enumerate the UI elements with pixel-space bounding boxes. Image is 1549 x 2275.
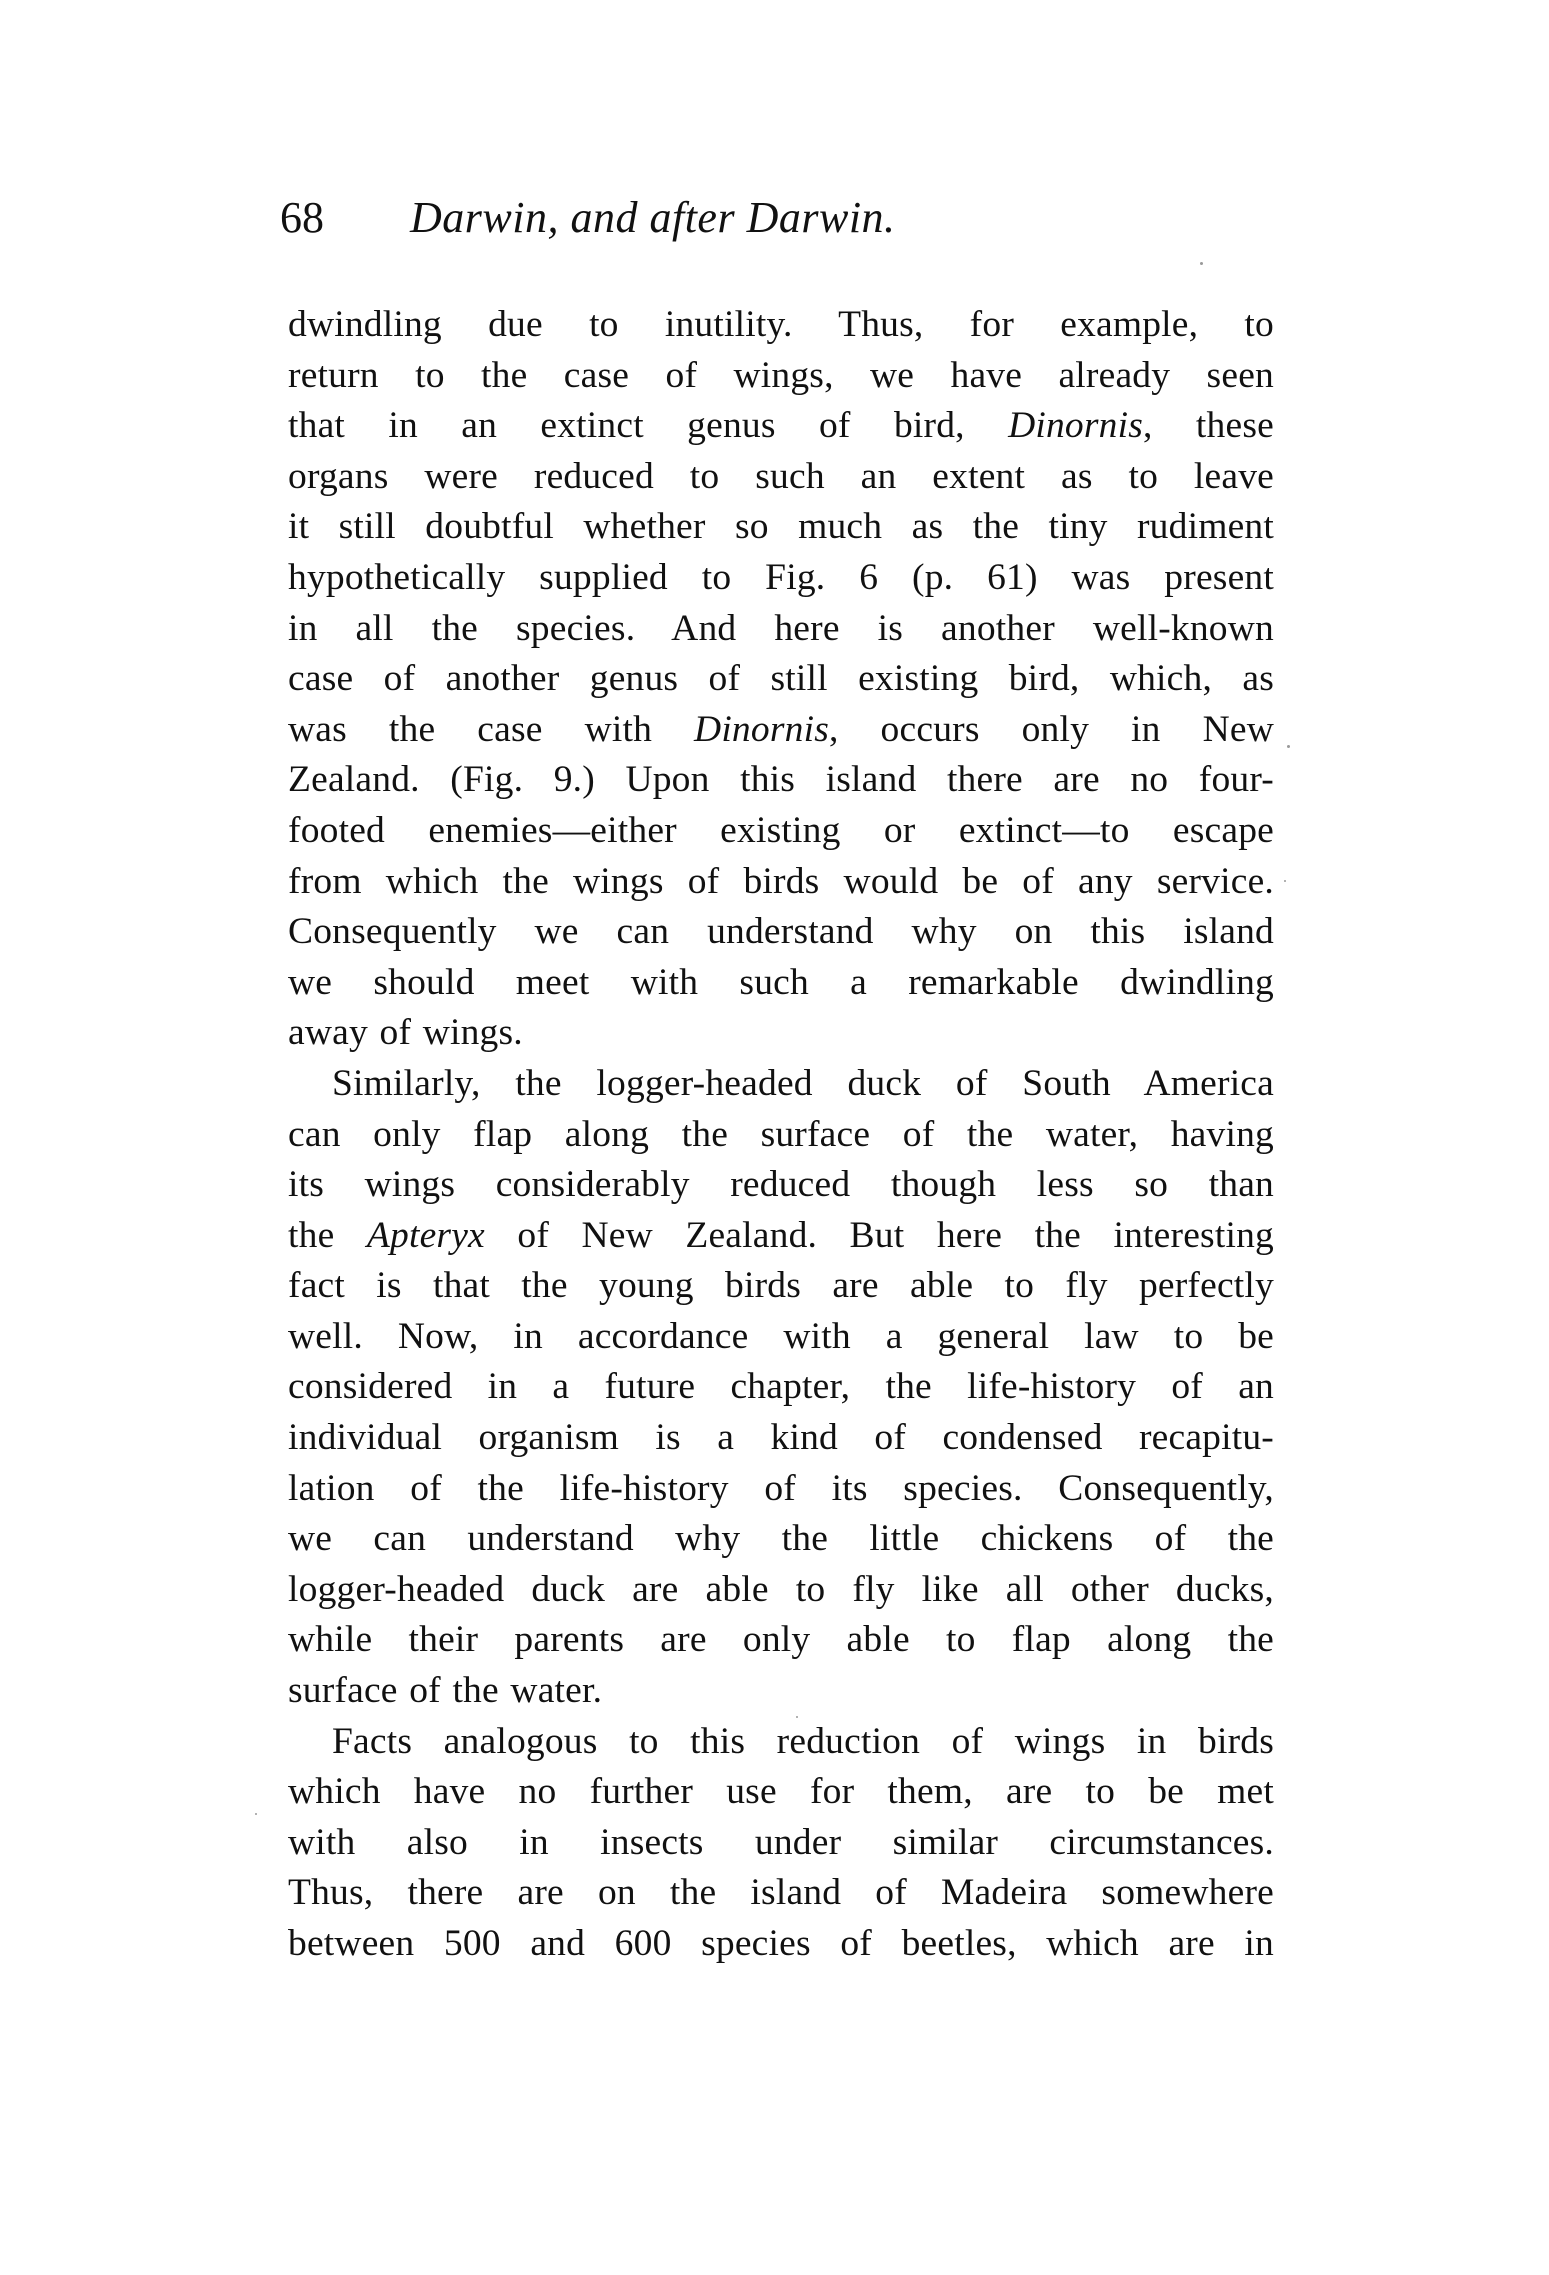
body-text [288,300,1274,1970]
text-line [288,1110,1274,1161]
text-segment: which have no further use for them, are to be met [288,1771,1274,1813]
text-line [288,1160,1274,1211]
text-line [288,1717,1274,1768]
text-line [288,705,1274,756]
paragraph [288,1059,1274,1717]
text-line [288,806,1274,857]
scan-speck [1200,262,1203,265]
text-line [288,1211,1274,1262]
text-line [288,1261,1274,1312]
paragraph [288,1717,1274,1970]
text-line [288,1565,1274,1616]
text-line [288,502,1274,553]
text-segment: , these [1143,405,1274,447]
scan-speck [1287,745,1290,748]
scan-speck [255,1813,257,1815]
text-segment: footed enemies—either existing or extinct—to escape [288,809,1274,851]
scan-speck [1284,880,1286,882]
text-segment: dwindling due to inutility. Thus, for example, to [288,304,1274,345]
text-segment: in all the species. And here is another well-known [288,607,1274,649]
text-line [288,755,1274,806]
text-line [288,604,1274,655]
text-segment: the [288,1214,367,1256]
text-segment: from which the wings of birds would be of any service. [288,860,1274,902]
text-line [288,1666,1274,1717]
text-segment: , occurs only in New [829,708,1274,750]
running-title: Darwin, and after Darwin. [410,193,896,242]
text-segment: we can understand why the little chickens of the [288,1518,1274,1560]
text-segment: that in an extinct genus of bird, [288,405,1009,447]
text-line [288,1615,1274,1666]
text-segment: organs were reduced to such an extent as to leave [288,455,1274,497]
paragraph [288,300,1274,1059]
text-segment: hypothetically supplied to Fig. 6 (p. 61) was present [288,556,1274,598]
text-segment: away of wings. [288,1012,523,1054]
text-segment: case of another genus of still existing bird, which, as [288,658,1274,700]
italic-term: Dinornis [1008,405,1144,447]
text-line [288,1767,1274,1818]
text-line [288,1362,1274,1413]
text-segment: well. Now, in accordance with a general law to be [288,1315,1274,1357]
text-segment: we should meet with such a remarkable dwindling [288,961,1274,1003]
text-line [288,1514,1274,1565]
text-segment: Zealand. (Fig. 9.) Upon this island there are no four- [288,759,1274,801]
text-segment: fact is that the young birds are able to fly perfectly [288,1265,1274,1307]
text-segment: Consequently we can understand why on this island [288,911,1274,953]
running-head [280,186,1280,250]
text-segment: it still doubtful whether so much as the tiny rudiment [288,506,1274,548]
text-line [288,300,1274,351]
text-segment: Similarly, the logger-headed duck of South America [332,1062,1274,1104]
text-segment: while their parents are only able to flap along the [288,1619,1274,1661]
text-line [288,958,1274,1009]
text-line [288,1464,1274,1515]
text-segment: between 500 and 600 species of beetles, which are in [288,1923,1274,1964]
scan-speck [796,1716,798,1718]
text-line [288,907,1274,958]
text-segment: logger-headed duck are able to fly like all other ducks, [288,1568,1274,1610]
text-line [288,857,1274,908]
text-segment: Facts analogous to this reduction of wings in birds [332,1720,1274,1762]
text-segment: individual organism is a kind of condensed recapitu- [288,1417,1274,1459]
text-line [288,351,1274,402]
text-line [288,1413,1274,1464]
page-number: 68 [280,193,324,242]
text-segment: with also in insects under similar circumstances. [288,1821,1274,1863]
italic-term: Dinornis [694,708,829,750]
text-line [288,1919,1274,1970]
text-segment: lation of the life-history of its species. Consequently, [288,1467,1274,1509]
text-segment: return to the case of wings, we have already seen [288,354,1274,396]
text-line [288,553,1274,604]
text-line [288,1312,1274,1363]
text-segment: considered in a future chapter, the life-history of an [288,1366,1274,1408]
text-line [288,1059,1274,1110]
text-line [288,1868,1274,1919]
text-line [288,401,1274,452]
text-line [288,1818,1274,1869]
text-segment: can only flap along the surface of the water, having [288,1113,1274,1155]
text-line [288,1008,1274,1059]
text-segment: its wings considerably reduced though less so than [288,1164,1274,1206]
text-segment: of New Zealand. But here the interesting [484,1214,1274,1256]
text-segment: was the case with [288,708,695,750]
text-segment: surface of the water. [288,1670,603,1712]
text-line [288,654,1274,705]
italic-term: Apteryx [366,1214,485,1256]
text-line [288,452,1274,503]
text-segment: Thus, there are on the island of Madeira somewhere [288,1872,1274,1914]
